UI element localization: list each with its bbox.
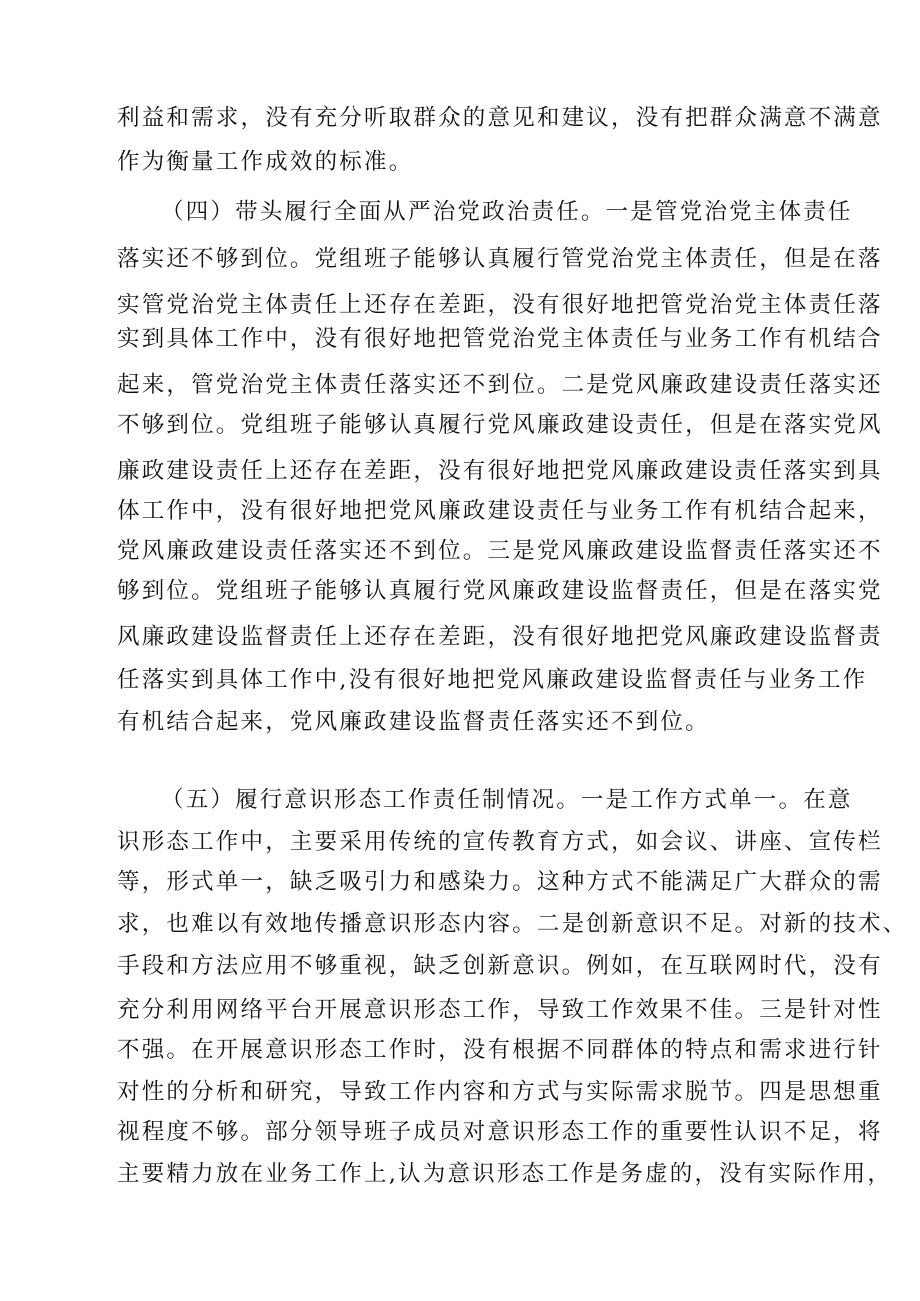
section-heading-line: （四）带头履行全面从严治党政治责任。一是管党治党主体责任 bbox=[161, 199, 853, 225]
text-line: 利益和需求，没有充分听取群众的意见和建议，没有把群众满意不满意 bbox=[117, 105, 883, 131]
text-line: 风廉政建设监督责任上还存在差距，没有很好地把党风廉政建设监督责 bbox=[117, 624, 883, 650]
text-line: 起来，管党治党主体责任落实还不到位。二是党风廉政建设责任落实还 bbox=[117, 372, 883, 398]
text-line: 主要精力放在业务工作上,认为意识形态工作是务虚的，没有实际作用， bbox=[117, 1161, 893, 1187]
text-line: 视程度不够。部分领导班子成员对意识形态工作的重要性认识不足，将 bbox=[117, 1119, 883, 1145]
section-heading-line: （五）履行意识形态工作责任制情况。一是工作方式单一。在意 bbox=[161, 787, 853, 813]
text-line: 落实还不够到位。党组班子能够认真履行管党治党主体责任，但是在落 bbox=[117, 246, 883, 272]
text-line: 识形态工作中，主要采用传统的宣传教育方式，如会议、讲座、宣传栏 bbox=[117, 829, 883, 855]
text-line: 对性的分析和研究，导致工作内容和方式与实际需求脱节。四是思想重 bbox=[117, 1079, 883, 1105]
text-line: 等，形式单一，缺乏吸引力和感染力。这种方式不能满足广大群众的需 bbox=[117, 869, 883, 895]
text-line: 党风廉政建设责任落实还不到位。三是党风廉政建设监督责任落实还不 bbox=[117, 538, 883, 564]
text-line: 任落实到具体工作中,没有很好地把党风廉政建设监督责任与业务工作 bbox=[117, 667, 868, 693]
text-line: 够到位。党组班子能够认真履行党风廉政建设监督责任，但是在落实党 bbox=[117, 578, 883, 604]
text-line: 求，也难以有效地传播意识形态内容。二是创新意识不足。对新的技术、 bbox=[117, 911, 908, 937]
text-line: 有机结合起来，党风廉政建设监督责任落实还不到位。 bbox=[117, 709, 710, 735]
text-line: 实管党治党主体责任上还存在差距，没有很好地把管党治党主体责任落 bbox=[117, 292, 883, 318]
text-line: 手段和方法应用不够重视，缺乏创新意识。例如，在互联网时代，没有 bbox=[117, 953, 883, 979]
text-line: 廉政建设责任上还存在差距，没有很好地把党风廉政建设责任落实到具 bbox=[117, 458, 883, 484]
text-line: 充分利用网络平台开展意识形态工作，导致工作效果不佳。三是针对性 bbox=[117, 997, 883, 1023]
text-line: 作为衡量工作成效的标准。 bbox=[117, 149, 414, 175]
text-line: 不够到位。党组班子能够认真履行党风廉政建设责任，但是在落实党风 bbox=[117, 412, 883, 438]
text-line: 体工作中，没有很好地把党风廉政建设责任与业务工作有机结合起来， bbox=[117, 498, 883, 524]
text-line: 不强。在开展意识形态工作时，没有根据不同群体的特点和需求进行针 bbox=[117, 1037, 883, 1063]
text-line: 实到具体工作中，没有很好地把管党治党主体责任与业务工作有机结合 bbox=[117, 326, 883, 352]
